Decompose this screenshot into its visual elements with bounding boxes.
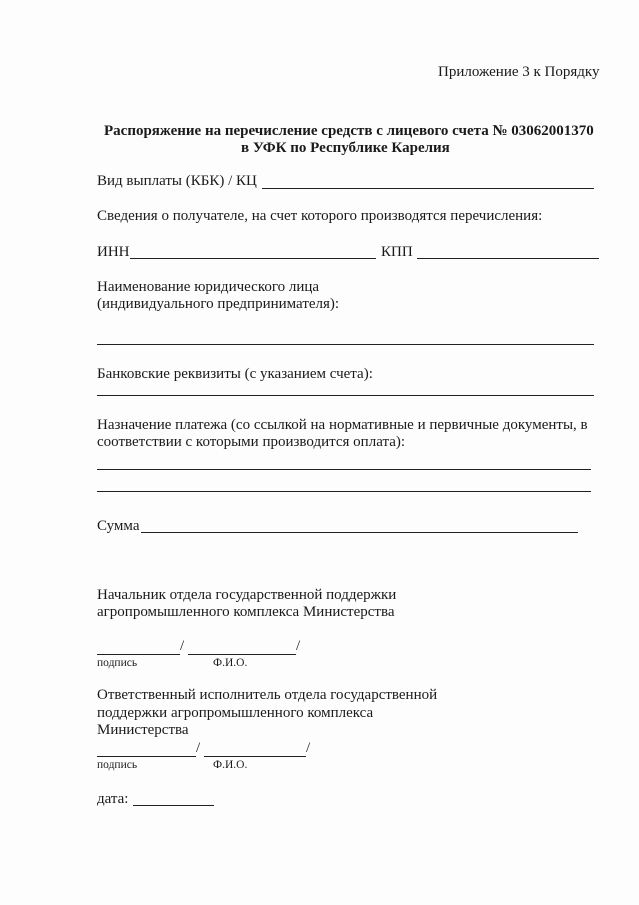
date-field[interactable] [133,805,214,806]
chief-title-line-2: агропромышленного комплекса Министерства [97,604,395,620]
payment-purpose-field-1[interactable] [97,469,591,470]
executor-title-line-1: Ответственный исполнитель отдела государственной [97,687,438,703]
bank-details-field[interactable] [97,395,594,396]
executor-title-line-2: поддержки агропромышленного комплекса [97,705,374,721]
payment-purpose-field-2[interactable] [97,491,591,492]
legal-entity-label-line-2: (индивидуального предпринимателя): [97,296,340,312]
document-title-line-2: в УФК по Республике Карелия [241,140,450,156]
chief-signature-caption: подпись [97,657,138,669]
chief-title-line-1: Начальник отдела государственной поддержки [97,587,397,603]
payment-purpose-label-line-2: соответствии с которыми производится оплата): [97,434,406,450]
executor-name-field[interactable] [204,756,306,757]
chief-name-field[interactable] [188,654,296,655]
sum-label: Сумма [97,518,140,534]
legal-entity-label-line-1: Наименование юридического лица [97,279,320,295]
executor-title-line-3: Министерства [97,722,189,738]
chief-slash-2: / [296,638,301,654]
bank-details-label: Банковские реквизиты (с указанием счета): [97,366,373,382]
date-label: дата: [97,791,129,807]
chief-slash-1: / [180,638,185,654]
document-title-line-1: Распоряжение на перечисление средств с лицевого счета № 03062001370 [104,123,594,139]
kpp-field[interactable] [417,258,599,259]
payment-purpose-label-line-1: Назначение платежа (со ссылкой на нормативные и первичные документы, в [97,417,588,433]
executor-signature-field[interactable] [97,756,196,757]
executor-slash-2: / [306,740,311,756]
payment-type-label: Вид выплаты (КБК) / КЦ [97,173,257,189]
executor-signature-caption: подпись [97,759,138,771]
kpp-label: КПП [381,244,413,260]
appendix-header: Приложение 3 к Порядку [438,64,600,80]
inn-field[interactable] [130,258,376,259]
sum-field[interactable] [141,532,578,533]
executor-name-caption: Ф.И.О. [213,759,248,771]
chief-signature-field[interactable] [97,654,180,655]
chief-name-caption: Ф.И.О. [213,657,248,669]
payment-type-field[interactable] [262,188,594,189]
recipient-info-text: Сведения о получателе, на счет которого производятся перечисления: [97,208,543,224]
inn-label: ИНН [97,244,130,260]
legal-entity-field[interactable] [97,344,594,345]
executor-slash-1: / [196,740,201,756]
